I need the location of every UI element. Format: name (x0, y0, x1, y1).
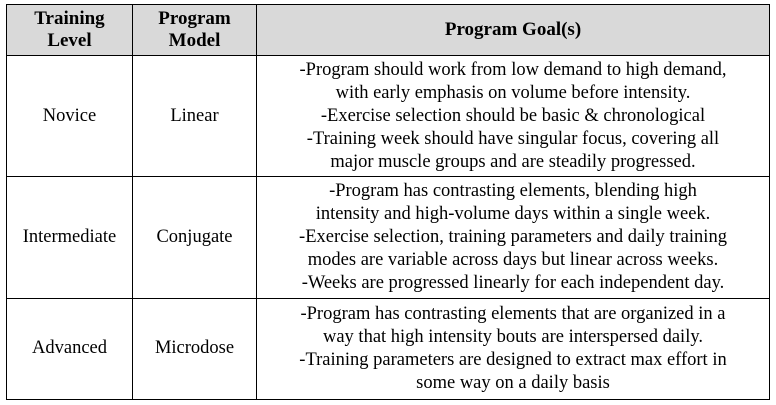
cell-program-goals (257, 177, 770, 298)
cell-training-level: Intermediate (7, 177, 133, 298)
cell-program-goals (257, 56, 770, 177)
header-program-goals: Program Goal(s) (257, 5, 770, 56)
goal-line: -Weeks are progressed linearly for each independent day. (301, 273, 725, 294)
goal-line: major muscle groups and are steadily progressed. (330, 151, 696, 172)
cell-program-model: Microdose (133, 298, 257, 399)
goal-line: -Training parameters are designed to extract max effort in (299, 349, 727, 370)
cell-program-model: Linear (133, 56, 257, 177)
header-program-model (133, 5, 257, 56)
goal-line: -Training week should have singular focus, covering all (306, 128, 720, 149)
table-row (7, 56, 770, 177)
goal-line: -Exercise selection should be basic & chronological (320, 105, 706, 126)
goal-line: with early emphasis on volume before intensity. (335, 82, 691, 103)
header-model-line-2: Model (168, 30, 221, 51)
cell-training-level: Advanced (7, 298, 133, 399)
cell-training-level: Novice (7, 56, 133, 177)
header-row (7, 5, 770, 56)
header-level-line-1: Training (34, 8, 105, 29)
goal-line: modes are variable across days but linear across weeks. (307, 250, 719, 271)
goal-line: -Program should work from low demand to high demand, (299, 59, 727, 80)
cell-program-goals (257, 298, 770, 399)
table-row (7, 298, 770, 399)
goal-line: -Program has contrasting elements that are organized in a (300, 303, 726, 324)
header-model-line-1: Program (158, 8, 231, 29)
goal-line: some way on a daily basis (416, 372, 610, 393)
header-training-level (7, 5, 133, 56)
goal-line: -Exercise selection, training parameters and daily training (299, 227, 727, 248)
goal-line: intensity and high-volume days within a single week. (315, 204, 711, 225)
goal-line: -Program has contrasting elements, blending high (329, 181, 697, 202)
program-table (6, 4, 770, 400)
header-level-line-2: Level (47, 30, 92, 51)
cell-program-model: Conjugate (133, 177, 257, 298)
table-row (7, 177, 770, 298)
goal-line: way that high intensity bouts are interspersed daily. (322, 326, 704, 347)
